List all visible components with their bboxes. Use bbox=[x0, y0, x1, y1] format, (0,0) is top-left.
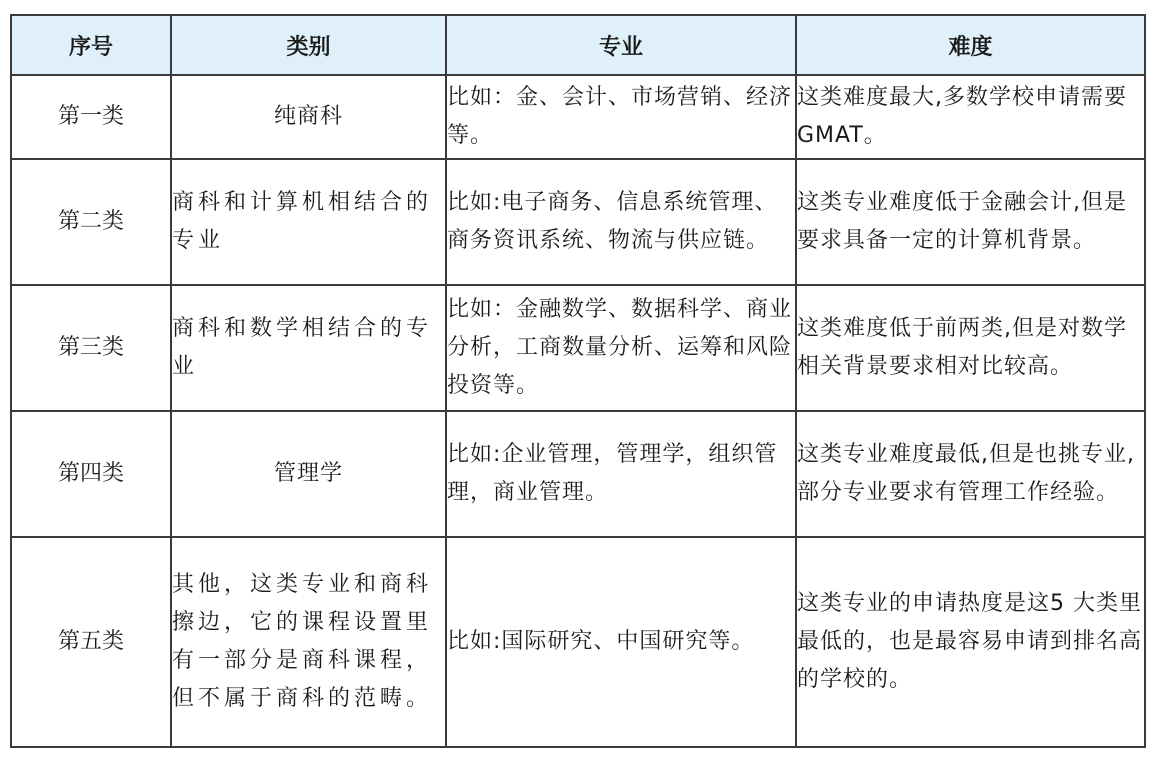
table-row bbox=[11, 537, 1145, 747]
header-category: 类别 bbox=[171, 15, 446, 75]
row-difficulty: 这类专业的申请热度是这5 大类里最低的，也是最容易申请到排名高的学校的。 bbox=[796, 537, 1145, 747]
row-category: 管理学 bbox=[171, 411, 446, 537]
major-category-table bbox=[10, 14, 1146, 748]
row-major: 比如：金融数学、数据科学、商业分析，工商数量分析、运筹和风险投资等。 bbox=[446, 285, 796, 411]
header-index: 序号 bbox=[11, 15, 171, 75]
row-index: 第一类 bbox=[11, 75, 171, 159]
row-difficulty: 这类专业难度最低,但是也挑专业,部分专业要求有管理工作经验。 bbox=[796, 411, 1145, 537]
table-row bbox=[11, 411, 1145, 537]
row-index: 第五类 bbox=[11, 537, 171, 747]
table-container bbox=[10, 14, 1146, 748]
row-index: 第二类 bbox=[11, 159, 171, 285]
header-difficulty: 难度 bbox=[796, 15, 1145, 75]
row-difficulty: 这类专业难度低于金融会计,但是要求具备一定的计算机背景。 bbox=[796, 159, 1145, 285]
row-category: 其他，这类专业和商科擦边，它的课程设置里有一部分是商科课程，但不属于商科的范畴。 bbox=[171, 537, 446, 747]
table-row bbox=[11, 75, 1145, 159]
row-major: 比如:企业管理，管理学，组织管理，商业管理。 bbox=[446, 411, 796, 537]
row-category: 纯商科 bbox=[171, 75, 446, 159]
row-major: 比如：金、会计、市场营销、经济等。 bbox=[446, 75, 796, 159]
row-category: 商科和计算机相结合的专业 bbox=[171, 159, 446, 285]
row-category: 商科和数学相结合的专业 bbox=[171, 285, 446, 411]
row-major: 比如:国际研究、中国研究等。 bbox=[446, 537, 796, 747]
row-difficulty: 这类难度低于前两类,但是对数学相关背景要求相对比较高。 bbox=[796, 285, 1145, 411]
table-row bbox=[11, 159, 1145, 285]
row-index: 第三类 bbox=[11, 285, 171, 411]
row-major: 比如:电子商务、信息系统管理、商务资讯系统、物流与供应链。 bbox=[446, 159, 796, 285]
row-difficulty: 这类难度最大,多数学校申请需要 GMAT。 bbox=[796, 75, 1145, 159]
table-row bbox=[11, 285, 1145, 411]
header-major: 专业 bbox=[446, 15, 796, 75]
row-index: 第四类 bbox=[11, 411, 171, 537]
header-row bbox=[11, 15, 1145, 75]
